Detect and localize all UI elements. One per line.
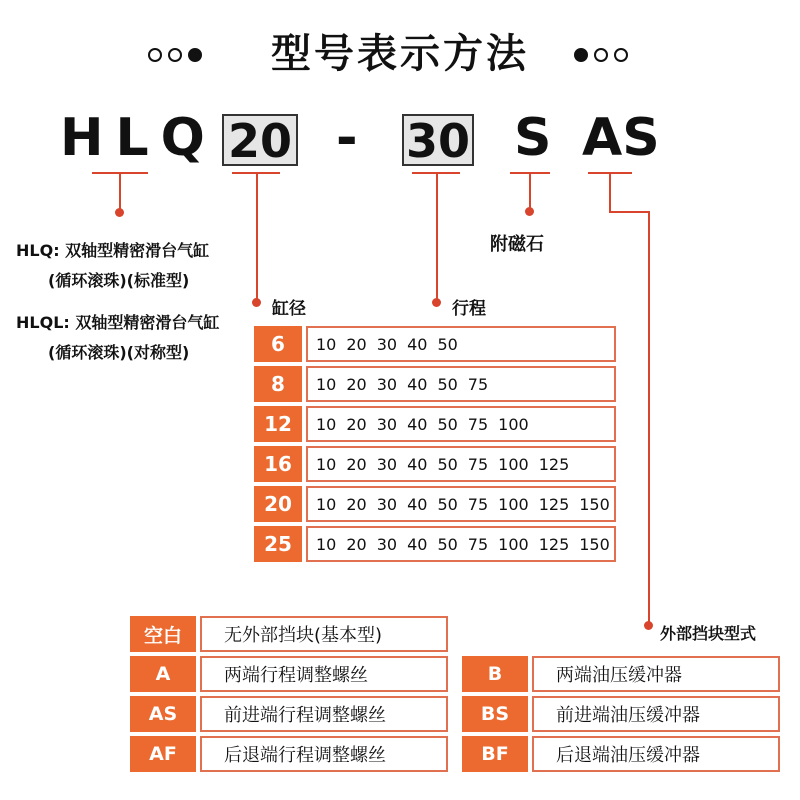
- stroke-values-cell: [306, 446, 616, 482]
- connector-dot: [644, 621, 653, 630]
- bore-size-cell: 16: [254, 446, 302, 482]
- stroke-value: 50: [437, 414, 458, 434]
- hlq-desc-line1: HLQ: 双轴型精密滑台气缸: [16, 241, 210, 260]
- stroke-value: 10: [316, 334, 337, 354]
- hlql-desc-line2: (循环滚珠)(对称型): [48, 343, 190, 362]
- stroke-value: 75: [467, 374, 489, 394]
- hlql-desc-line1: HLQL: 双轴型精密滑台气缸: [16, 313, 220, 332]
- stroke-values-cell: [306, 326, 616, 362]
- stroke-value: 20: [346, 534, 367, 554]
- stroke-value: 125: [538, 494, 570, 514]
- stopper-code-cell: BS: [462, 696, 528, 732]
- stroke-value: 100: [498, 494, 529, 514]
- stroke-value: 40: [407, 414, 428, 434]
- stroke-value: 40: [407, 494, 428, 514]
- stroke-value: 100: [498, 414, 529, 434]
- stopper-code-cell: AF: [130, 736, 196, 772]
- code-stroke: 30: [402, 114, 474, 166]
- stroke-value: 20: [346, 374, 367, 394]
- label-bore: 缸径: [272, 299, 306, 319]
- stroke-value: 40: [407, 334, 428, 354]
- stroke-value: 20: [346, 454, 367, 474]
- code-external: AS: [582, 108, 660, 168]
- stroke-value: 50: [437, 334, 458, 354]
- connector-external-down: [648, 211, 650, 623]
- stopper-desc-cell: 后退端油压缓冲器: [532, 736, 780, 772]
- stroke-value: 40: [407, 374, 428, 394]
- circle-icon: [614, 48, 628, 62]
- bore-size-cell: 8: [254, 366, 302, 402]
- connector-bore: [256, 172, 258, 300]
- code-magnet: S: [514, 108, 552, 168]
- page-title: 型号表示方法: [271, 31, 529, 77]
- stroke-value: 10: [316, 454, 337, 474]
- circle-icon: [594, 48, 608, 62]
- stroke-value: 30: [376, 334, 398, 354]
- stopper-code-cell: BF: [462, 736, 528, 772]
- stroke-value: 10: [316, 534, 337, 554]
- stopper-code-cell: AS: [130, 696, 196, 732]
- connector-magnet: [529, 172, 531, 210]
- stopper-code-cell: B: [462, 656, 528, 692]
- stroke-value: 100: [498, 454, 529, 474]
- stroke-value: 150: [579, 534, 610, 554]
- stroke-value: 40: [407, 454, 428, 474]
- stroke-value: 50: [437, 534, 458, 554]
- connector-dot: [115, 208, 124, 217]
- stroke-value: 75: [467, 494, 489, 514]
- stopper-desc-cell: 无外部挡块(基本型): [200, 616, 448, 652]
- stroke-value: 100: [498, 534, 529, 554]
- stroke-value: 75: [467, 414, 489, 434]
- code-bore: 20: [222, 114, 298, 166]
- stroke-value: 20: [346, 494, 367, 514]
- connector-stroke: [436, 172, 438, 300]
- stroke-value: 20: [346, 414, 367, 434]
- stroke-value: 30: [376, 374, 398, 394]
- label-stroke: 行程: [452, 299, 486, 319]
- connector-dot: [432, 298, 441, 307]
- stroke-value: 10: [316, 374, 337, 394]
- stroke-value: 30: [376, 414, 398, 434]
- bore-size-cell: 20: [254, 486, 302, 522]
- stroke-values-cell: [306, 486, 616, 522]
- code-series: HLQ: [60, 108, 217, 168]
- filled-circle-icon: [574, 48, 588, 62]
- code-dash: -: [336, 108, 358, 168]
- stopper-desc-cell: 前进端油压缓冲器: [532, 696, 780, 732]
- bore-size-cell: 25: [254, 526, 302, 562]
- connector-dot: [525, 207, 534, 216]
- stroke-value: 150: [579, 494, 610, 514]
- stroke-values-cell: [306, 526, 616, 562]
- stroke-value: 30: [376, 494, 398, 514]
- label-magnet: 附磁石: [490, 234, 544, 255]
- stroke-value: 50: [437, 374, 458, 394]
- stroke-value: 10: [316, 494, 337, 514]
- stroke-value: 30: [376, 534, 398, 554]
- stroke-values-cell: [306, 406, 616, 442]
- connector-series: [119, 172, 121, 212]
- bore-size-cell: 12: [254, 406, 302, 442]
- stopper-code-cell: A: [130, 656, 196, 692]
- title-dots-right: [574, 48, 628, 62]
- stroke-value: 10: [316, 414, 337, 434]
- stroke-values-cell: [306, 366, 616, 402]
- stroke-value: 125: [538, 534, 570, 554]
- stroke-value: 125: [538, 454, 570, 474]
- connector-external: [609, 172, 611, 212]
- stroke-value: 75: [467, 454, 489, 474]
- hlq-desc-line2: (循环滚珠)(标准型): [48, 271, 190, 290]
- connector-external-h: [609, 211, 649, 213]
- stopper-desc-cell: 两端油压缓冲器: [532, 656, 780, 692]
- stopper-desc-cell: 前进端行程调整螺丝: [200, 696, 448, 732]
- stroke-value: 50: [437, 454, 458, 474]
- stroke-value: 50: [437, 494, 458, 514]
- stopper-desc-cell: 后退端行程调整螺丝: [200, 736, 448, 772]
- connector-dot: [252, 298, 261, 307]
- stopper-desc-cell: 两端行程调整螺丝: [200, 656, 448, 692]
- bore-size-cell: 6: [254, 326, 302, 362]
- stroke-value: 30: [376, 454, 398, 474]
- stroke-value: 40: [407, 534, 428, 554]
- stroke-value: 75: [467, 534, 489, 554]
- stroke-value: 20: [346, 334, 367, 354]
- stopper-code-cell: 空白: [130, 616, 196, 652]
- label-external: 外部挡块型式: [660, 624, 757, 643]
